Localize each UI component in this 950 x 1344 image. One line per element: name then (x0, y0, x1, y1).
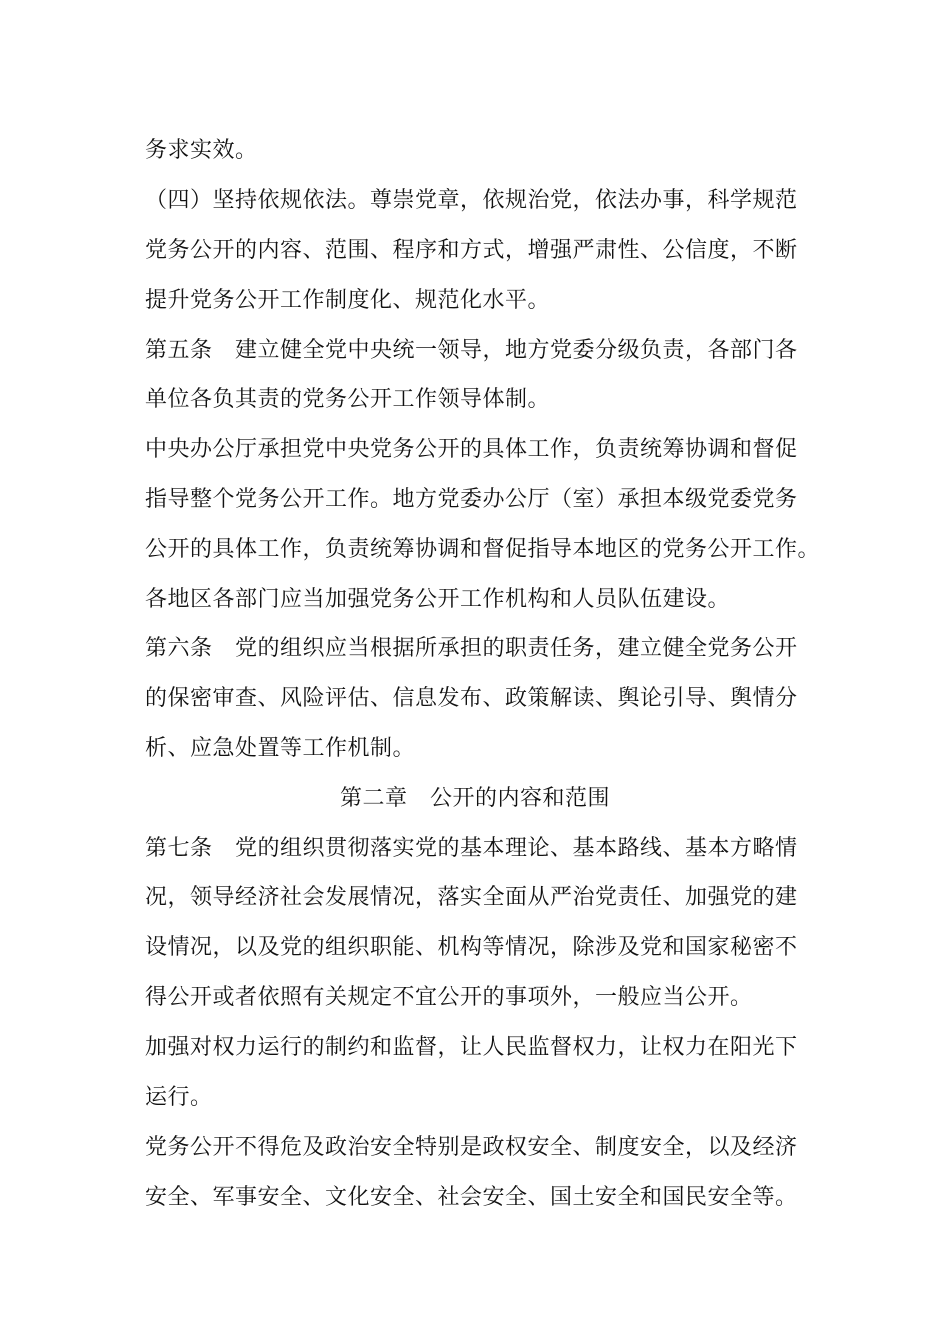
text-line: 设情况，以及党的组织职能、机构等情况，除涉及党和国家秘密不 (145, 935, 798, 960)
text-line: 况，领导经济社会发展情况，落实全面从严治党责任、加强党的建 (145, 885, 798, 910)
chapter-heading: 第二章 公开的内容和范围 (339, 786, 610, 811)
text-line: 第六条 党的组织应当根据所承担的职责任务，建立健全党务公开 (145, 636, 798, 661)
text-line: 析、应急处置等工作机制。 (145, 736, 416, 761)
text-line: 单位各负其责的党务公开工作领导体制。 (145, 387, 551, 412)
text-line: 安全、军事安全、文化安全、社会安全、国土安全和国民安全等。 (145, 1185, 798, 1210)
text-line: 各地区各部门应当加强党务公开工作机构和人员队伍建设。 (145, 587, 731, 612)
text-line: 第七条 党的组织贯彻落实党的基本理论、基本路线、基本方略情 (145, 836, 798, 861)
text-line: 加强对权力运行的制约和监督，让人民监督权力，让权力在阳光下 (145, 1035, 798, 1060)
text-line: 党务公开的内容、范围、程序和方式，增强严肃性、公信度，不断 (145, 238, 798, 263)
text-line: 中央办公厅承担党中央党务公开的具体工作，负责统筹协调和督促 (145, 437, 798, 462)
text-line: 指导整个党务公开工作。地方党委办公厅（室）承担本级党委党务 (145, 487, 798, 512)
text-line: 运行。 (145, 1085, 213, 1110)
text-line: 公开的具体工作，负责统筹协调和督促指导本地区的党务公开工作。 (145, 537, 821, 562)
text-line: （四）坚持依规依法。尊崇党章，依规治党，依法办事，科学规范 (145, 188, 798, 213)
text-line: 提升党务公开工作制度化、规范化水平。 (145, 288, 551, 313)
text-line: 第五条 建立健全党中央统一领导，地方党委分级负责，各部门各 (145, 338, 798, 363)
text-line: 得公开或者依照有关规定不宜公开的事项外，一般应当公开。 (145, 985, 753, 1010)
text-line: 的保密审查、风险评估、信息发布、政策解读、舆论引导、舆情分 (145, 686, 798, 711)
text-line: 务求实效。 (145, 138, 258, 163)
text-line: 党务公开不得危及政治安全特别是政权安全、制度安全，以及经济 (145, 1135, 798, 1160)
